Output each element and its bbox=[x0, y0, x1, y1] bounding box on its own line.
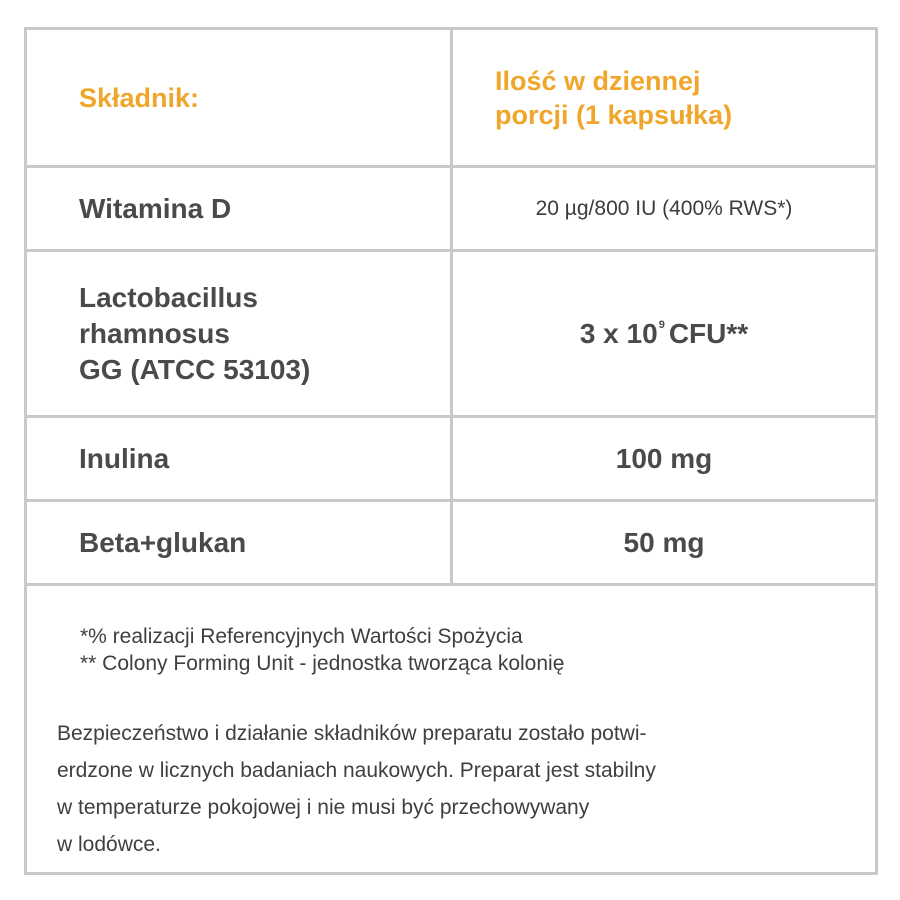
ingredient-cell bbox=[27, 252, 453, 415]
table-header-row bbox=[27, 30, 875, 168]
ingredient-name: Inulina bbox=[79, 442, 170, 474]
ingredient-name-line1: Lactobacillus bbox=[79, 281, 258, 313]
header-amount-cell bbox=[453, 30, 875, 165]
amount-value bbox=[580, 318, 748, 350]
description-line: w lodówce. bbox=[57, 833, 161, 856]
footnote-cfu: ** Colony Forming Unit - jednostka tworząca kolonię bbox=[80, 652, 565, 675]
ingredients-table bbox=[27, 30, 875, 586]
ingredient-cell bbox=[27, 168, 453, 249]
ingredient-name-line3: GG (ATCC 53103) bbox=[79, 353, 311, 385]
amount-value: 100 mg bbox=[615, 442, 713, 474]
header-amount-label-line1: Ilość w dziennej bbox=[495, 65, 701, 96]
header-ingredient-cell bbox=[27, 30, 453, 165]
amount-value: 50 mg bbox=[623, 526, 705, 558]
header-amount-label bbox=[495, 64, 732, 132]
amount-cell bbox=[453, 252, 875, 415]
header-ingredient-label: Składnik: bbox=[79, 82, 200, 113]
ingredient-name: Witamina D bbox=[79, 192, 232, 224]
amount-cell bbox=[453, 418, 875, 499]
amount-cell bbox=[453, 502, 875, 583]
amount-value: 20 µg/800 IU (400% RWS*) bbox=[535, 196, 793, 220]
amount-base: 3 x 10 bbox=[579, 317, 658, 349]
ingredient-cell bbox=[27, 502, 453, 583]
amount-cell bbox=[453, 168, 875, 249]
table-row-lactobacillus bbox=[27, 252, 875, 418]
amount-exponent: 9 bbox=[658, 318, 665, 331]
header-amount-label-line2: porcji (1 kapsułka) bbox=[495, 99, 733, 130]
table-row-inulin bbox=[27, 418, 875, 502]
description-paragraph bbox=[57, 715, 857, 863]
footnote-rws: *% realizacji Referencyjnych Wartości Spożycia bbox=[80, 625, 523, 648]
table-row-vitamin-d bbox=[27, 168, 875, 252]
amount-unit: CFU** bbox=[668, 317, 749, 349]
table-row-beta-glucan bbox=[27, 502, 875, 586]
ingredient-name-line2: rhamnosus bbox=[79, 317, 230, 349]
ingredient-cell bbox=[27, 418, 453, 499]
footnotes bbox=[80, 623, 564, 677]
description-line: erdzone w licznych badaniach naukowych. Preparat jest stabilny bbox=[57, 759, 656, 782]
supplement-facts-panel bbox=[24, 27, 878, 875]
description-line: w temperaturze pokojowej i nie musi być przechowywany bbox=[57, 796, 590, 819]
ingredient-name: Beta+glukan bbox=[79, 526, 247, 558]
ingredient-name bbox=[79, 280, 310, 388]
description-line: Bezpieczeństwo i działanie składników preparatu zostało potwi- bbox=[57, 722, 647, 745]
